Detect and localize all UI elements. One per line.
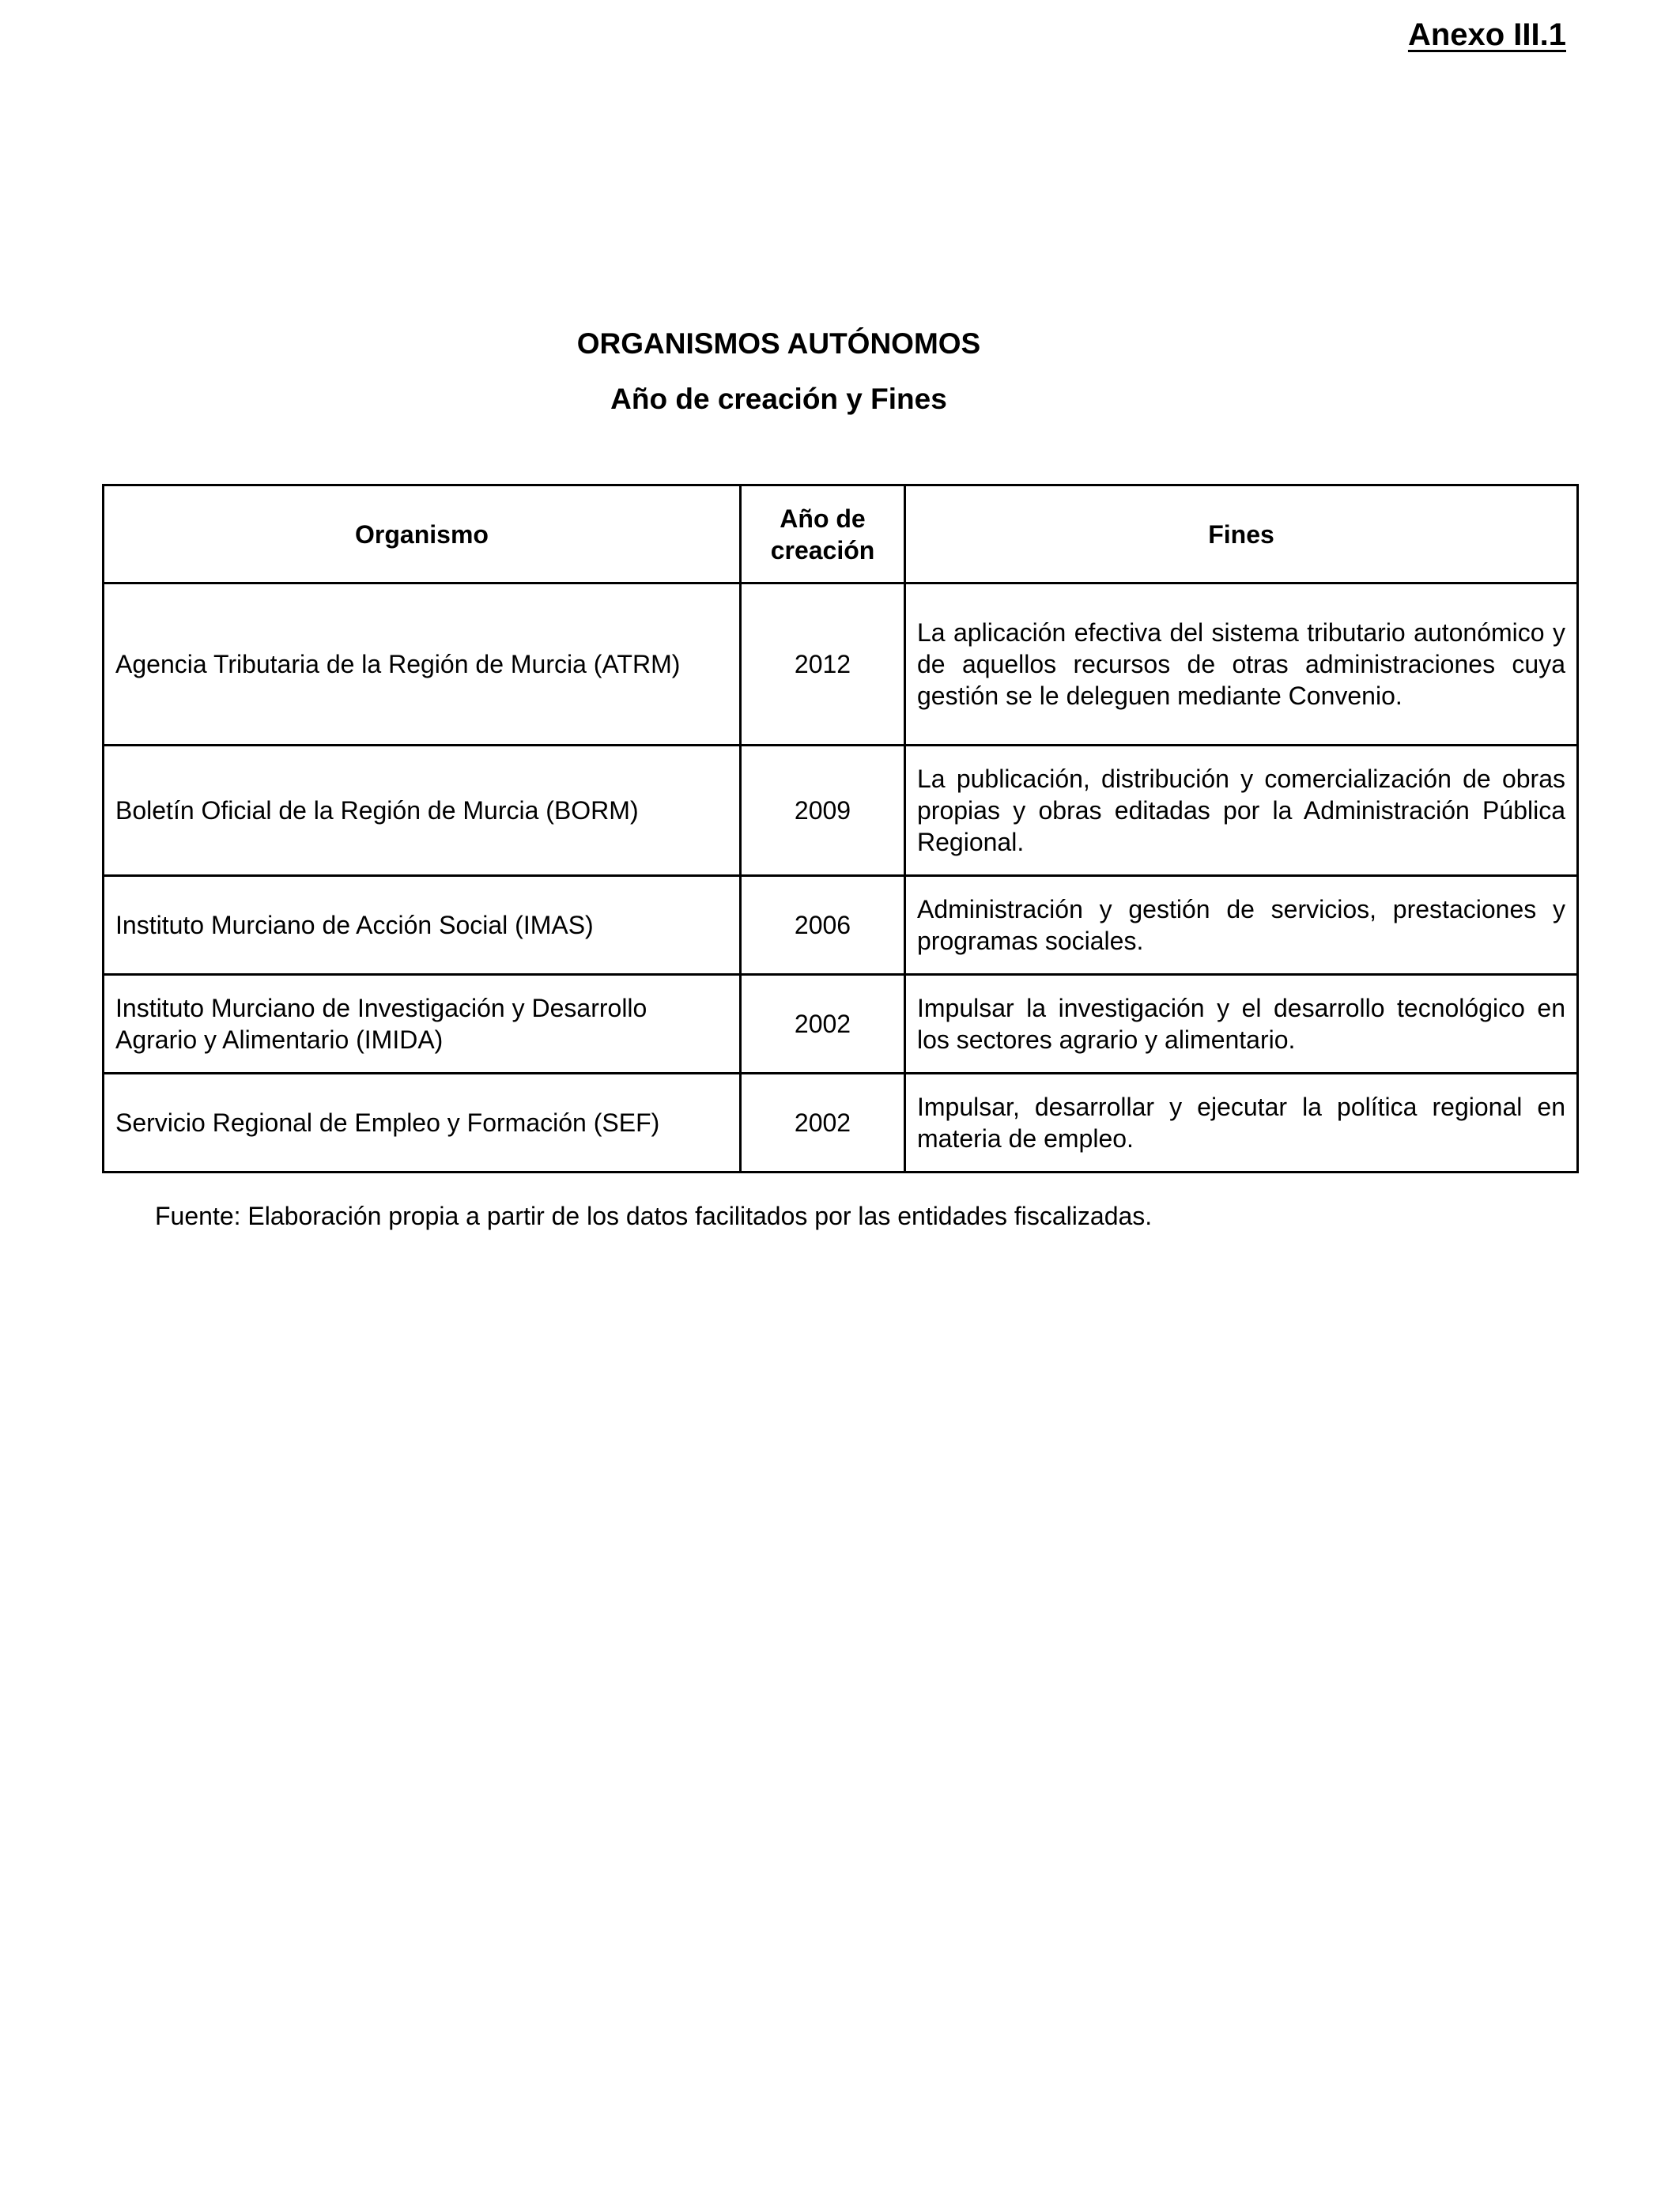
header-anio: Año de creación xyxy=(741,485,905,583)
table-row xyxy=(104,583,1578,746)
table-row xyxy=(104,975,1578,1074)
cell-anio: 2006 xyxy=(741,876,905,975)
cell-organismo: Instituto Murciano de Investigación y Desarrollo Agrario y Alimentario (IMIDA) xyxy=(104,975,741,1074)
cell-organismo: Servicio Regional de Empleo y Formación (SEF) xyxy=(104,1074,741,1173)
cell-fines: Administración y gestión de servicios, prestaciones y programas sociales. xyxy=(905,876,1578,975)
table-header-row xyxy=(104,485,1578,583)
title-block xyxy=(423,321,1134,422)
source-note: Fuente: Elaboración propia a partir de los datos facilitados por las entidades fiscalizadas. xyxy=(155,1202,1153,1230)
document-title: ORGANISMOS AUTÓNOMOS xyxy=(576,327,981,360)
cell-anio: 2002 xyxy=(741,1074,905,1173)
table-row xyxy=(104,1074,1578,1173)
table-row xyxy=(104,876,1578,975)
header-organismo: Organismo xyxy=(104,485,741,583)
cell-fines: Impulsar la investigación y el desarrollo tecnológico en los sectores agrario y alimentario. xyxy=(905,975,1578,1074)
table-row xyxy=(104,746,1578,876)
cell-fines: La aplicación efectiva del sistema tributario autonómico y de aquellos recursos de otras administraciones cuya gestión se le deleguen mediante Convenio. xyxy=(905,583,1578,746)
cell-anio: 2002 xyxy=(741,975,905,1074)
cell-anio: 2012 xyxy=(741,583,905,746)
document-subtitle: Año de creación y Fines xyxy=(610,383,947,415)
cell-organismo: Agencia Tributaria de la Región de Murcia (ATRM) xyxy=(104,583,741,746)
organisms-table xyxy=(102,484,1579,1173)
cell-organismo: Instituto Murciano de Acción Social (IMAS) xyxy=(104,876,741,975)
cell-fines: La publicación, distribución y comercialización de obras propias y obras editadas por la Administración Pública Regional. xyxy=(905,746,1578,876)
cell-organismo: Boletín Oficial de la Región de Murcia (BORM) xyxy=(104,746,741,876)
cell-fines: Impulsar, desarrollar y ejecutar la política regional en materia de empleo. xyxy=(905,1074,1578,1173)
annex-label: Anexo III.1 xyxy=(1407,17,1566,52)
header-fines: Fines xyxy=(905,485,1578,583)
cell-anio: 2009 xyxy=(741,746,905,876)
